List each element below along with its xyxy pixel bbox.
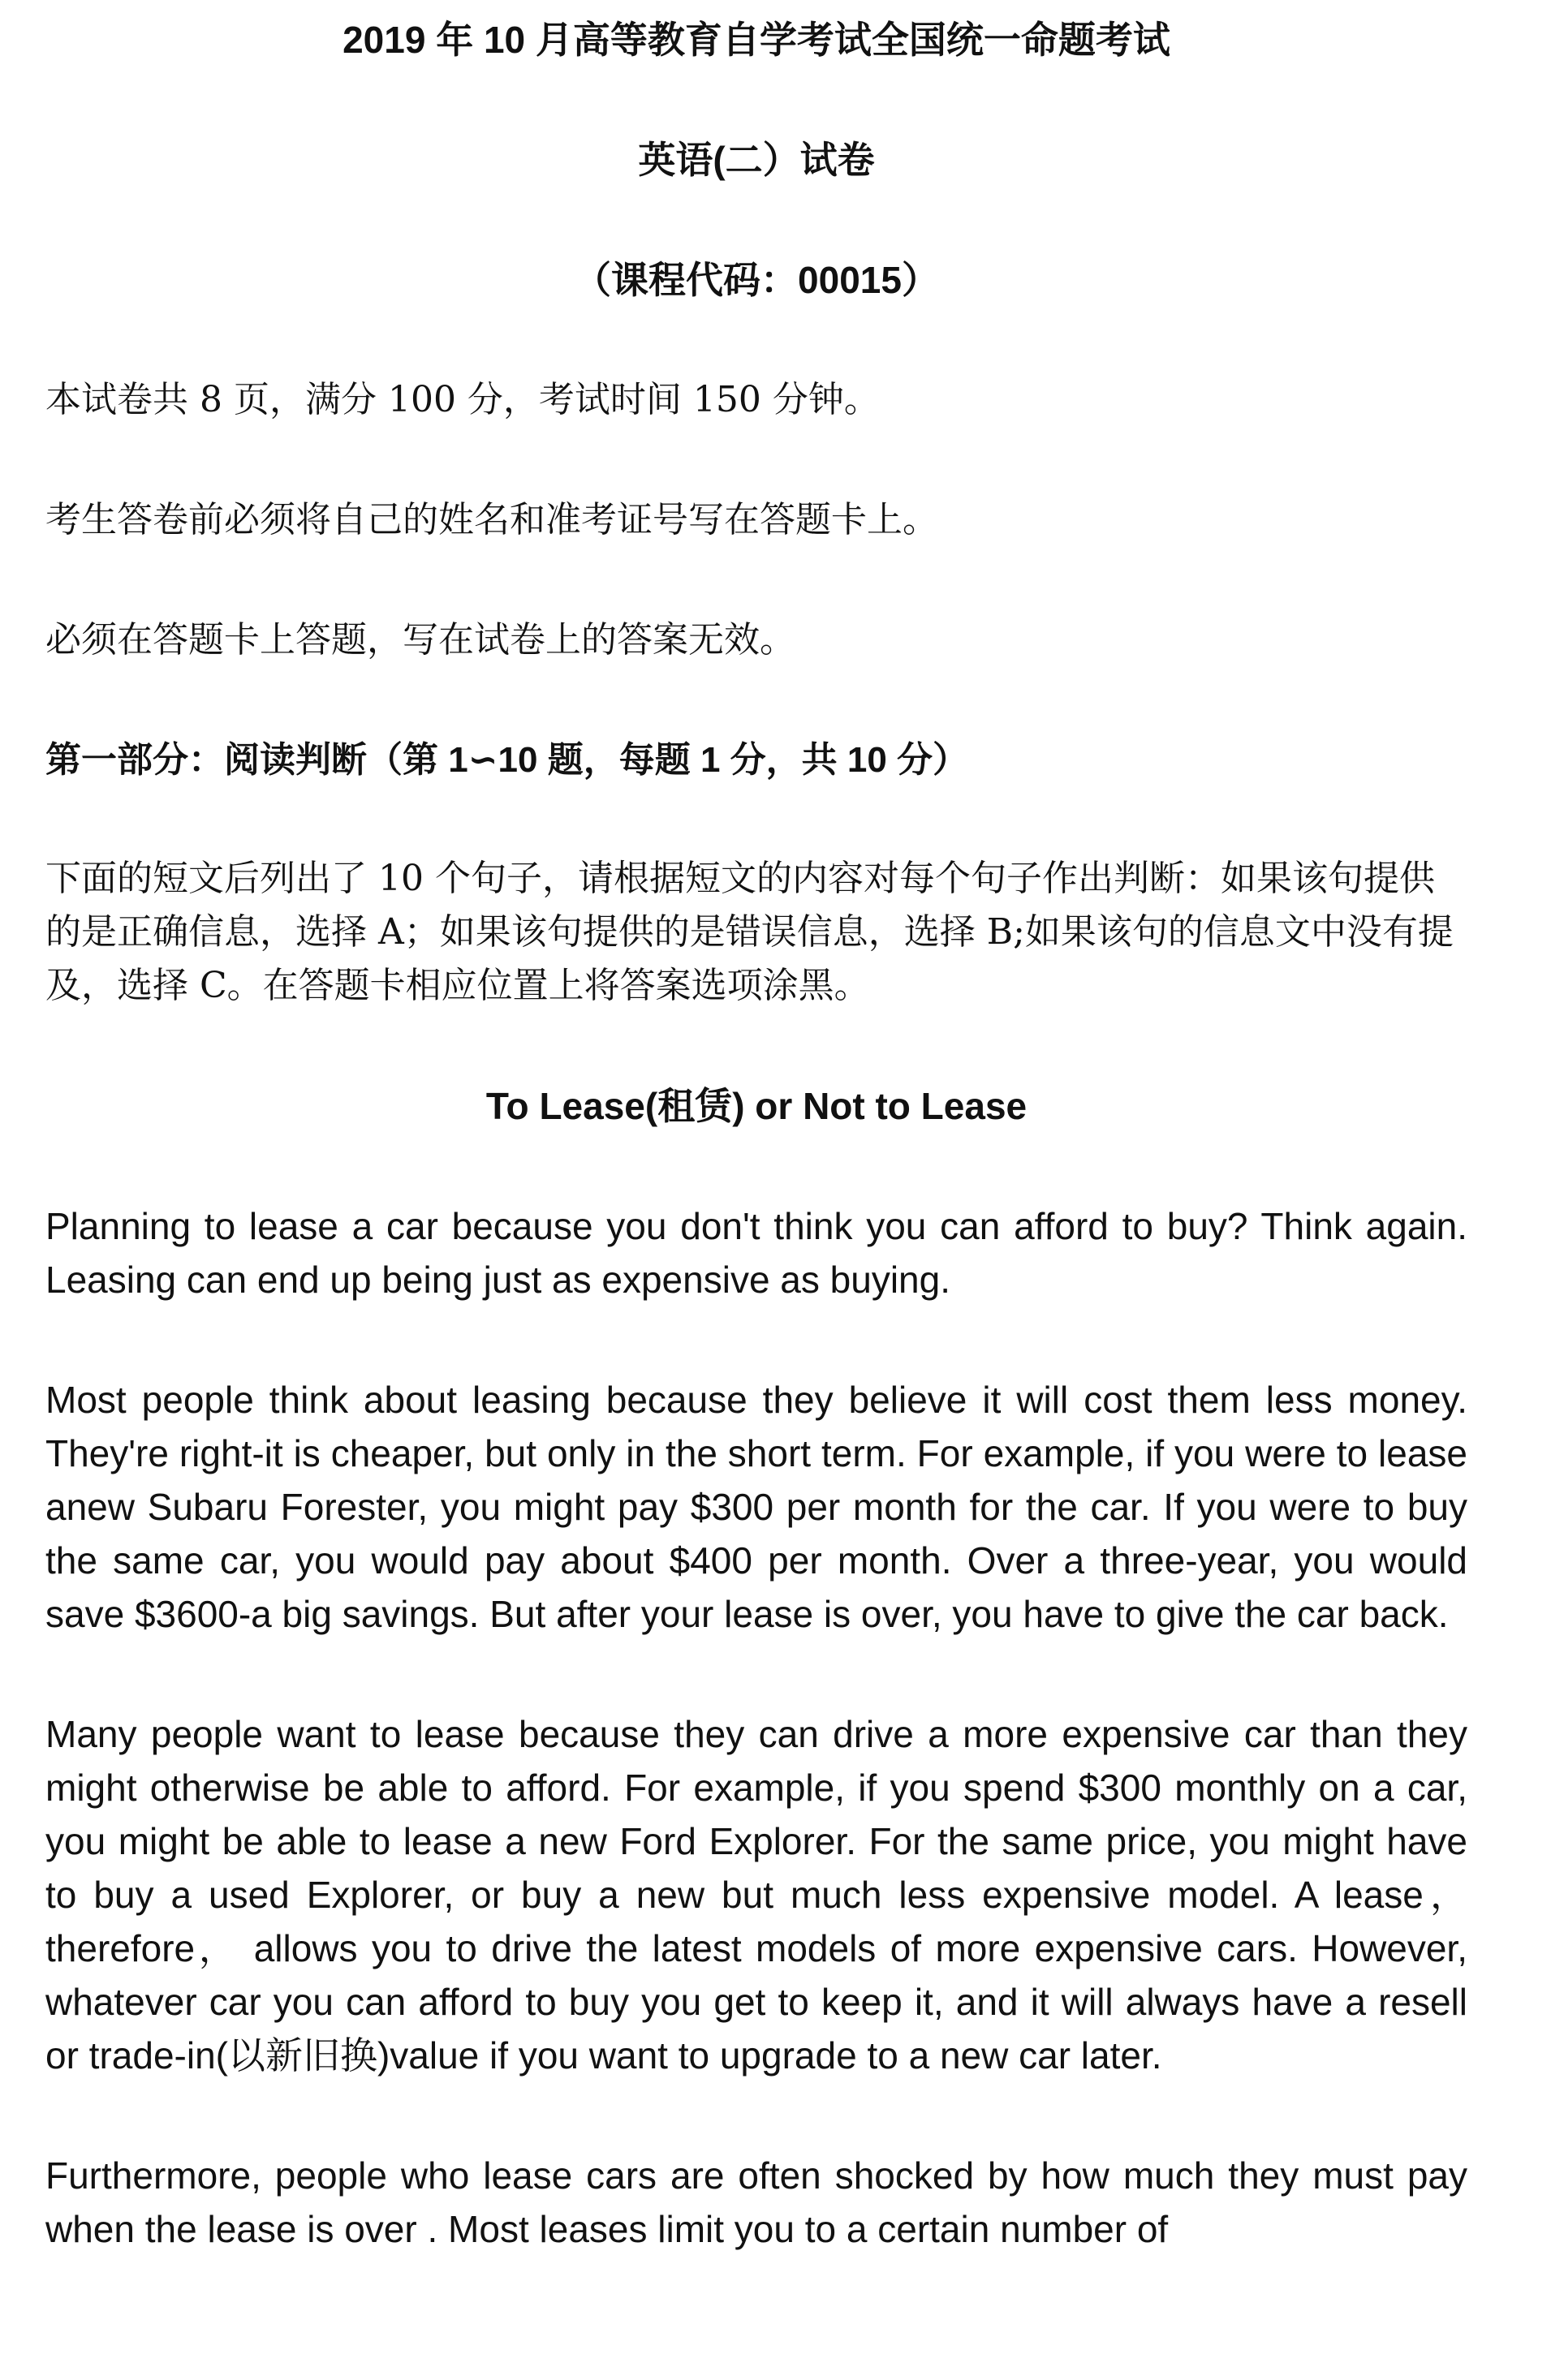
exam-page xyxy=(45,0,1467,2256)
section-one-heading: 第一部分：阅读判断（第 1∽10 题，每题 1 分，共 10 分） xyxy=(45,740,969,780)
passage-paragraph: Most people think about leasing because they believe it will cost them less money. They're right-it is cheaper, but only in the short term. For example, if you were to lease anew Subaru Forester, you might pay $300 per month for the car. If you were to buy the same car, you would pay about $400 per month. Over a three-year, you would save $3600-a big savings. But after your lease is over, you have to give the car back. xyxy=(45,1379,1467,1635)
note-name-instruction: 考生答卷前必须将自己的姓名和准考证号写在答题卡上。 xyxy=(45,499,938,540)
passage-title: To Lease(租赁) or Not to Lease xyxy=(485,1085,1028,1127)
passage-paragraph: Furthermore, people who lease cars are often shocked by how much they must pay when the lease is over . Most leases limit you to a certain number of xyxy=(45,2154,1467,2250)
section-one-instructions: 下面的短文后列出了 10 个句子，请根据短文的内容对每个句子作出判断：如果该句提供的是正确信息，选择 A；如果该句提供的是错误信息，选择 B;如果该句的信息文中没有提及，选择 C。在答题卡相应位置上将答案选项涂黑。 xyxy=(45,858,1454,1006)
note-answer-instruction: 必须在答题卡上答题，写在试卷上的答案无效。 xyxy=(45,619,795,661)
passage-paragraph: Planning to lease a car because you don't think you can afford to buy? Think again. Leasing can end up being just as expensive as buying. xyxy=(45,1205,1467,1301)
course-code: （课程代码：00015） xyxy=(574,259,939,301)
passage-paragraph: Many people want to lease because they can drive a more expensive car than they might otherwise be able to afford. For example, if you spend $300 monthly on a car, you might be able to lease a new Ford Explorer. For the same price, you might have to buy a used Explorer, or buy a new but much less expensive model. A lease， therefore， allows you to drive the latest models of more expensive cars. However, whatever car you can afford to buy you get to keep it, and it will always have a resell or trade-in(以新旧换)value if you want to upgrade to a new car later. xyxy=(45,1713,1467,2077)
exam-title: 2019 年 10 月高等教育自学考试全国统一命题考试 xyxy=(343,19,1170,61)
note-page-count: 本试卷共 8 页，满分 100 分，考试时间 150 分钟。 xyxy=(45,379,880,420)
paper-title: 英语(二）试卷 xyxy=(638,139,875,181)
